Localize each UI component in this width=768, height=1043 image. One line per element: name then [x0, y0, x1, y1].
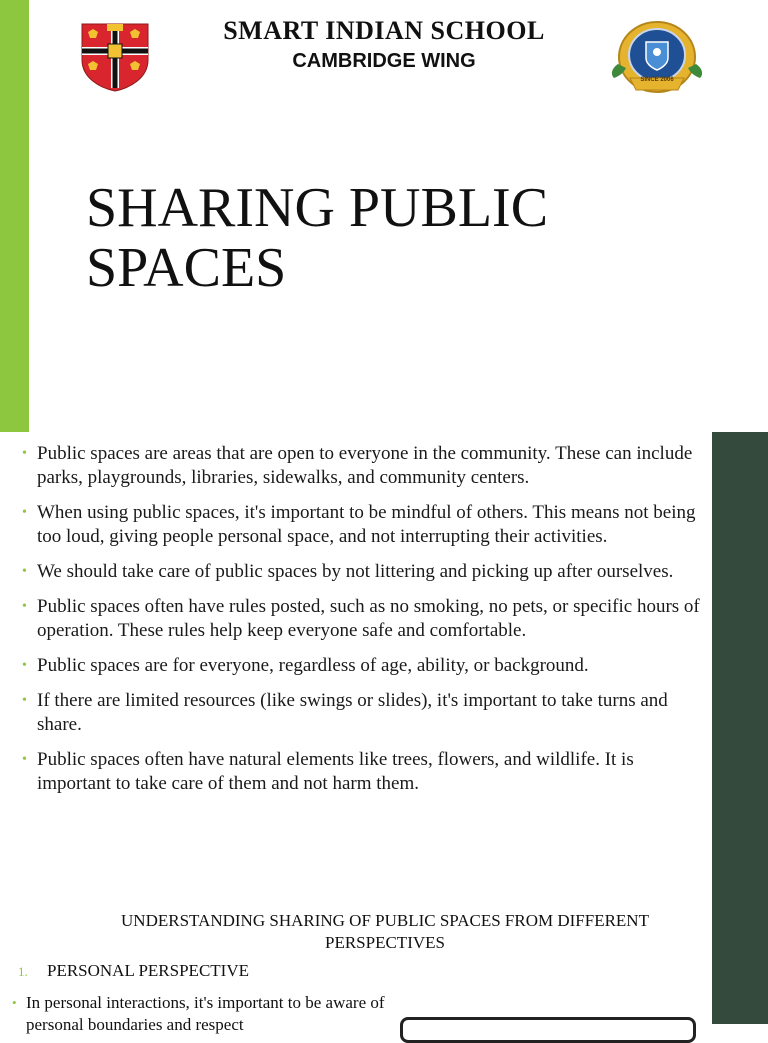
item-number: 1. — [18, 964, 28, 979]
numbered-item — [18, 960, 249, 983]
side-band — [712, 866, 768, 1024]
bullet-dot-icon: • — [22, 446, 27, 461]
list-item — [22, 748, 708, 796]
bullet-text: Public spaces often have natural elements like trees, flowers, and wildlife. It is important to take care of them and not harm them. — [37, 749, 634, 794]
school-seal-logo — [608, 18, 706, 96]
bullet-dot-icon: • — [22, 599, 27, 614]
main-title — [86, 178, 706, 298]
list-item — [22, 442, 708, 490]
seal-text: SINCE 2006 — [640, 77, 674, 83]
item-label: PERSONAL PERSPECTIVE — [47, 961, 249, 980]
list-item — [12, 992, 386, 1036]
list-item — [22, 654, 708, 678]
bullet-text: If there are limited resources (like swings or slides), it's important to take turns and share. — [37, 690, 668, 735]
bullet-text: Public spaces are for everyone, regardless of age, ability, or background. — [37, 655, 589, 676]
bullet-dot-icon: • — [22, 658, 27, 673]
main-title-line-2: SPACES — [86, 237, 287, 299]
perspectives-slide — [0, 866, 768, 1034]
bullet-dot-icon: • — [22, 693, 27, 708]
bullet-text: Public spaces often have rules posted, such as no smoking, no pets, or specific hours of operation. These rules help keep everyone safe and comfortable. — [37, 596, 700, 641]
bullet-text: When using public spaces, it's important to be mindful of others. This means not being too loud, giving people personal space, and not interrupting their activities. — [37, 502, 696, 547]
school-wing: CAMBRIDGE WING — [292, 50, 476, 72]
bullets-slide — [0, 432, 768, 866]
content-box — [400, 1017, 696, 1043]
side-band — [712, 432, 768, 866]
bullet-list — [22, 442, 708, 807]
bullet-dot-icon: • — [12, 995, 17, 1010]
list-item — [22, 595, 708, 643]
bullet-dot-icon: • — [22, 752, 27, 767]
list-item — [22, 560, 708, 584]
school-name: SMART INDIAN SCHOOL — [223, 16, 545, 45]
main-title-line-1: SHARING PUBLIC — [86, 177, 549, 239]
section-heading: UNDERSTANDING SHARING OF PUBLIC SPACES FROM DIFFERENT PERSPECTIVES — [121, 911, 649, 952]
bullet-text: In personal interactions, it's important to be aware of personal boundaries and respect — [26, 993, 385, 1034]
bullet-text: Public spaces are areas that are open to everyone in the community. These can include parks, playgrounds, libraries, sidewalks, and community centers. — [37, 443, 693, 488]
list-item — [22, 689, 708, 737]
title-slide — [0, 0, 768, 432]
cambridge-crest-logo — [80, 22, 150, 92]
list-item — [22, 501, 708, 549]
bullet-dot-icon: • — [22, 564, 27, 579]
bullet-dot-icon: • — [22, 505, 27, 520]
bullet-text: We should take care of public spaces by not littering and picking up after ourselves. — [37, 561, 674, 582]
accent-bar — [0, 0, 29, 432]
